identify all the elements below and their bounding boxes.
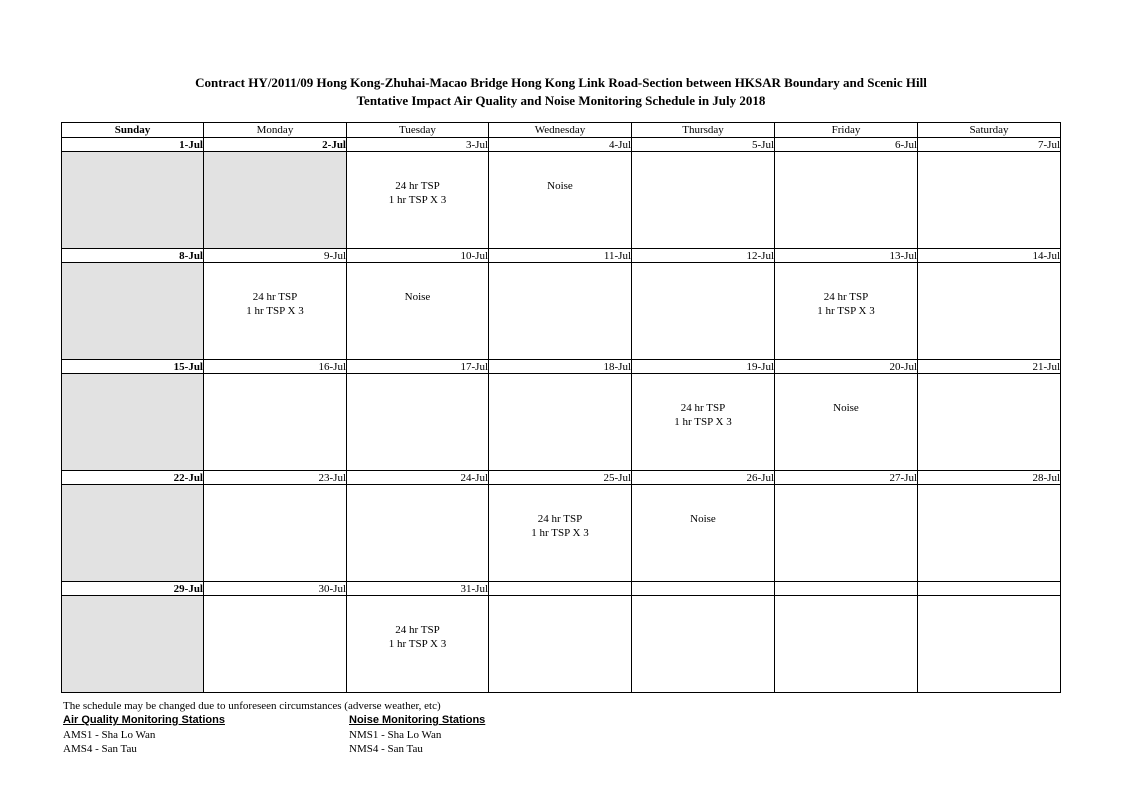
- day-event-text: [204, 374, 346, 401]
- day-date-label: 13-Jul: [775, 249, 918, 263]
- day-date-label: 29-Jul: [62, 582, 204, 596]
- day-event-text: 24 hr TSP 1 hr TSP X 3: [388, 180, 447, 206]
- day-cell: [632, 596, 775, 693]
- document-title: Contract HY/2011/09 Hong Kong-Zhuhai-Macao Bridge Hong Kong Link Road-Section between HKSAR Boundary and Scenic Hill: [195, 75, 927, 90]
- day-cell: [489, 263, 632, 360]
- day-date-label: 2-Jul: [204, 138, 347, 152]
- schedule-note: The schedule may be changed due to unforeseen circumstances (adverse weather, etc): [63, 700, 441, 712]
- monitoring-calendar: [61, 122, 1061, 693]
- air-station-item: AMS4 - San Tau: [63, 743, 137, 755]
- day-date-label: 22-Jul: [62, 471, 204, 485]
- week-events-row: [62, 596, 1061, 693]
- day-cell: [632, 263, 775, 360]
- day-date-label: 23-Jul: [204, 471, 347, 485]
- weekday-header-sunday: Sunday: [62, 123, 204, 138]
- day-date-label: 5-Jul: [632, 138, 775, 152]
- day-event-text: [489, 596, 631, 623]
- day-date-label: 21-Jul: [918, 360, 1061, 374]
- day-event-text: Noise: [833, 402, 859, 414]
- week-date-row: [62, 360, 1061, 374]
- day-event-text: 24 hr TSP 1 hr TSP X 3: [388, 624, 447, 650]
- week-events-row: [62, 374, 1061, 471]
- day-cell: [918, 263, 1061, 360]
- day-cell: [62, 374, 204, 471]
- weekday-header-row: [62, 123, 1061, 138]
- day-date-label: [775, 582, 918, 596]
- day-event-text: [347, 485, 488, 512]
- day-cell: [62, 485, 204, 582]
- air-quality-stations-heading: Air Quality Monitoring Stations: [63, 714, 225, 726]
- day-event-text: [918, 263, 1060, 290]
- day-date-label: 25-Jul: [489, 471, 632, 485]
- weekday-header-thursday: Thursday: [632, 123, 775, 138]
- day-cell: [347, 152, 489, 249]
- day-event-text: Noise: [690, 513, 716, 525]
- weekday-header-monday: Monday: [204, 123, 347, 138]
- day-cell: [775, 374, 918, 471]
- day-cell: [62, 263, 204, 360]
- day-cell: [204, 152, 347, 249]
- day-date-label: 7-Jul: [918, 138, 1061, 152]
- day-cell: [775, 263, 918, 360]
- day-event-text: [918, 485, 1060, 512]
- day-event-text: [62, 374, 203, 401]
- day-event-text: [347, 374, 488, 401]
- day-date-label: 12-Jul: [632, 249, 775, 263]
- day-cell: [347, 263, 489, 360]
- day-cell: [347, 485, 489, 582]
- noise-station-item: NMS4 - San Tau: [349, 743, 423, 755]
- day-event-text: [62, 152, 203, 179]
- day-event-text: 24 hr TSP 1 hr TSP X 3: [817, 291, 875, 317]
- day-date-label: 31-Jul: [347, 582, 489, 596]
- day-date-label: 17-Jul: [347, 360, 489, 374]
- week-date-row: [62, 582, 1061, 596]
- day-event-text: [204, 485, 346, 512]
- day-date-label: 3-Jul: [347, 138, 489, 152]
- noise-station-item: NMS1 - Sha Lo Wan: [349, 729, 442, 741]
- day-date-label: 19-Jul: [632, 360, 775, 374]
- day-event-text: [204, 152, 346, 179]
- day-cell: [347, 374, 489, 471]
- day-date-label: [918, 582, 1061, 596]
- day-event-text: [489, 374, 631, 401]
- day-date-label: 10-Jul: [347, 249, 489, 263]
- day-event-text: [62, 485, 203, 512]
- day-cell: [775, 485, 918, 582]
- day-date-label: 4-Jul: [489, 138, 632, 152]
- day-cell: [347, 596, 489, 693]
- day-event-text: 24 hr TSP 1 hr TSP X 3: [531, 513, 589, 539]
- day-cell: [204, 374, 347, 471]
- day-cell: [204, 263, 347, 360]
- weekday-header-wednesday: Wednesday: [489, 123, 632, 138]
- day-cell: [489, 152, 632, 249]
- day-event-text: [62, 263, 203, 290]
- day-cell: [489, 485, 632, 582]
- weekday-header-saturday: Saturday: [918, 123, 1061, 138]
- day-date-label: 9-Jul: [204, 249, 347, 263]
- day-event-text: 24 hr TSP 1 hr TSP X 3: [246, 291, 304, 317]
- day-date-label: [632, 582, 775, 596]
- week-date-row: [62, 471, 1061, 485]
- week-date-row: [62, 138, 1061, 152]
- noise-stations-heading: Noise Monitoring Stations: [349, 714, 486, 726]
- day-cell: [204, 485, 347, 582]
- day-event-text: [918, 152, 1060, 179]
- day-date-label: [489, 582, 632, 596]
- day-cell: [918, 152, 1061, 249]
- day-date-label: 30-Jul: [204, 582, 347, 596]
- day-event-text: [489, 263, 631, 290]
- day-date-label: 1-Jul: [62, 138, 204, 152]
- day-date-label: 24-Jul: [347, 471, 489, 485]
- day-cell: [489, 596, 632, 693]
- day-event-text: [918, 596, 1060, 623]
- day-event-text: 24 hr TSP 1 hr TSP X 3: [674, 402, 732, 428]
- day-date-label: 11-Jul: [489, 249, 632, 263]
- day-date-label: 27-Jul: [775, 471, 918, 485]
- day-event-text: [775, 596, 917, 623]
- weekday-header-friday: Friday: [775, 123, 918, 138]
- day-event-text: [632, 596, 774, 623]
- day-event-text: [62, 596, 203, 623]
- day-cell: [489, 374, 632, 471]
- day-event-text: [775, 485, 917, 512]
- day-date-label: 26-Jul: [632, 471, 775, 485]
- day-cell: [632, 152, 775, 249]
- day-date-label: 18-Jul: [489, 360, 632, 374]
- day-cell: [918, 374, 1061, 471]
- day-event-text: Noise: [404, 291, 431, 303]
- document-subtitle: Tentative Impact Air Quality and Noise Monitoring Schedule in July 2018: [356, 93, 766, 108]
- day-date-label: 28-Jul: [918, 471, 1061, 485]
- day-cell: [918, 485, 1061, 582]
- day-event-text: [204, 596, 346, 623]
- day-event-text: [775, 152, 917, 179]
- week-events-row: [62, 263, 1061, 360]
- day-event-text: Noise: [547, 180, 573, 192]
- week-events-row: [62, 485, 1061, 582]
- air-station-item: AMS1 - Sha Lo Wan: [63, 729, 156, 741]
- day-cell: [775, 596, 918, 693]
- day-date-label: 14-Jul: [918, 249, 1061, 263]
- day-date-label: 20-Jul: [775, 360, 918, 374]
- day-cell: [204, 596, 347, 693]
- week-events-row: [62, 152, 1061, 249]
- weekday-header-tuesday: Tuesday: [347, 123, 489, 138]
- day-cell: [632, 485, 775, 582]
- day-cell: [775, 152, 918, 249]
- day-cell: [918, 596, 1061, 693]
- day-cell: [62, 152, 204, 249]
- day-event-text: [632, 152, 774, 179]
- day-date-label: 16-Jul: [204, 360, 347, 374]
- day-date-label: 8-Jul: [62, 249, 204, 263]
- week-date-row: [62, 249, 1061, 263]
- day-cell: [632, 374, 775, 471]
- day-date-label: 15-Jul: [62, 360, 204, 374]
- day-event-text: [632, 263, 774, 290]
- day-cell: [62, 596, 204, 693]
- day-event-text: [918, 374, 1060, 401]
- calendar-weeks: [62, 138, 1061, 693]
- day-date-label: 6-Jul: [775, 138, 918, 152]
